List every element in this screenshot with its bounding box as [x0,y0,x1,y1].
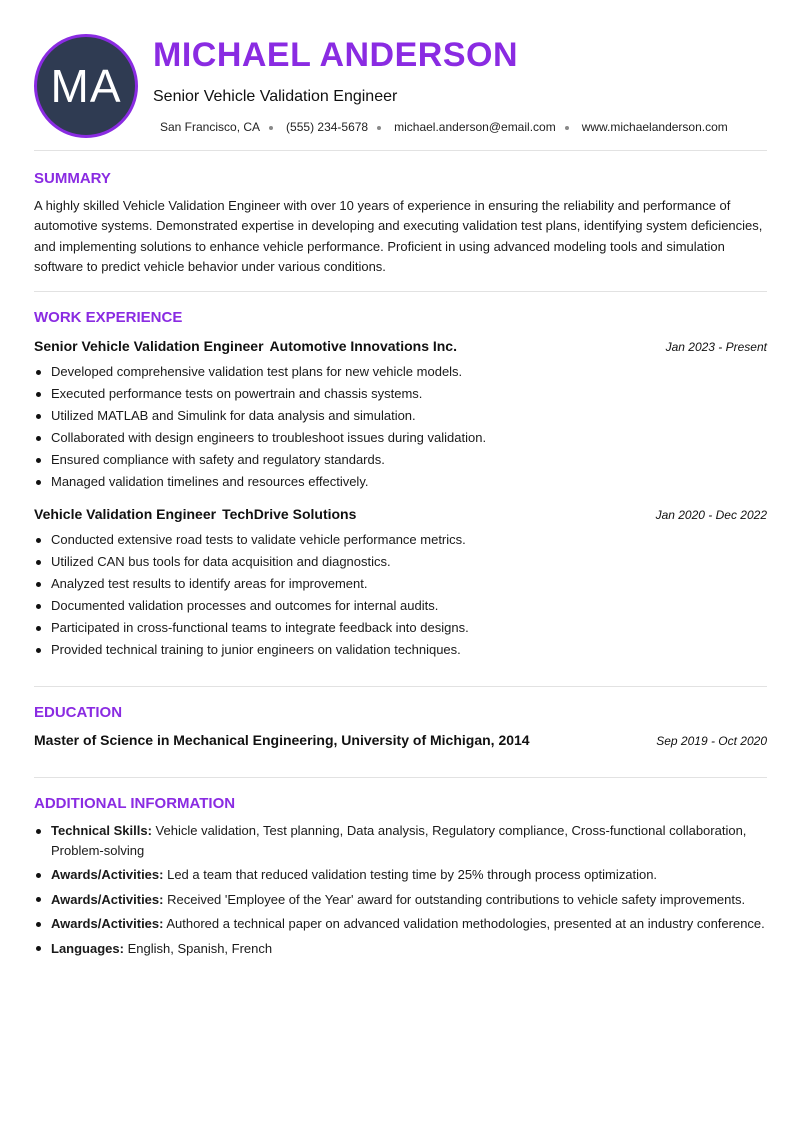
list-item [34,821,769,860]
summary-heading: SUMMARY [34,170,111,187]
divider [34,777,767,778]
info-text: English, Spanish, French [127,940,273,956]
contact-website[interactable]: www.michaelanderson.com [581,120,728,134]
list-item: Utilized CAN bus tools for data acquisition and diagnostics. [34,551,769,573]
contact-phone[interactable]: (555) 234-5678 [286,120,369,134]
list-item [34,890,769,910]
list-item: Executed performance tests on powertrain and chassis systems. [34,383,769,405]
job-dates: Jan 2023 - Present [665,340,767,354]
job-title-line [34,506,356,522]
education-degree: Master of Science in Mechanical Engineering, University of Michigan, 2014 [34,732,530,748]
list-item: Conducted extensive road tests to validate vehicle performance metrics. [34,529,769,551]
education-entry [34,732,767,748]
contact-email[interactable]: michael.anderson@email.com [394,120,556,134]
experience-heading: WORK EXPERIENCE [34,309,183,326]
info-label: Awards/Activities: [51,891,164,907]
job-company: Automotive Innovations Inc. [269,338,457,354]
avatar-initials: MA [50,60,122,112]
education-dates: Sep 2019 - Oct 2020 [656,734,767,748]
list-item: Analyzed test results to identify areas for improvement. [34,573,769,595]
list-item: Utilized MATLAB and Simulink for data analysis and simulation. [34,405,769,427]
contact-bar [160,120,728,134]
job-title: Vehicle Validation Engineer [34,506,217,522]
info-text: Led a team that reduced validation testing time by 25% through process optimization. [167,867,658,882]
info-label: Languages: [51,940,124,956]
info-text: Vehicle validation, Test planning, Data analysis, Regulatory compliance, Cross-functional collaboration, Problem-solving [51,823,747,858]
list-item: Documented validation processes and outcomes for internal audits. [34,595,769,617]
job-headline: Senior Vehicle Validation Engineer [153,88,398,105]
info-label: Awards/Activities: [51,916,164,931]
info-text: Received 'Employee of the Year' award for outstanding contributions to vehicle safety improvements. [167,891,746,907]
info-label: Awards/Activities: [51,867,164,882]
education-heading: EDUCATION [34,704,123,721]
list-item: Participated in cross-functional teams to integrate feedback into designs. [34,617,769,639]
separator-dot-icon [377,126,381,130]
info-label: Technical Skills: [51,823,152,838]
list-item [34,914,769,934]
summary-text: A highly skilled Vehicle Validation Engineer with over 10 years of experience in ensuring the reliability and performance of automotive systems. Demonstrated expertise in developing and executing validation test plans, identifying system deficiencies, and implementing solutions to enhance vehicle performance. Proficient in using advanced modeling tools and simulation software to predict vehicle behavior under various conditions. [34,198,763,274]
separator-dot-icon [565,126,569,130]
contact-location: San Francisco, CA [160,120,261,134]
job-header [34,338,767,354]
list-item: Developed comprehensive validation test plans for new vehicle models. [34,361,769,383]
divider [34,686,767,687]
list-item [34,865,769,885]
separator-dot-icon [269,126,273,130]
job-header [34,506,767,522]
list-item: Provided technical training to junior engineers on validation techniques. [34,639,769,661]
list-item [34,939,769,959]
additional-info-list [34,821,769,963]
divider [34,150,767,151]
job-dates: Jan 2020 - Dec 2022 [655,508,767,522]
job-title: Senior Vehicle Validation Engineer [34,338,264,354]
job-bullet-list [34,529,769,662]
job-company: TechDrive Solutions [222,506,357,522]
list-item: Managed validation timelines and resources effectively. [34,471,769,493]
list-item: Collaborated with design engineers to troubleshoot issues during validation. [34,427,769,449]
candidate-name: MICHAEL ANDERSON [153,36,519,74]
job-bullet-list [34,361,769,494]
avatar [34,34,138,138]
additional-heading: ADDITIONAL INFORMATION [34,795,236,812]
divider [34,291,767,292]
info-text: Authored a technical paper on advanced validation methodologies, presented at an industry conference. [166,916,765,931]
list-item: Ensured compliance with safety and regulatory standards. [34,449,769,471]
job-title-line [34,338,457,354]
